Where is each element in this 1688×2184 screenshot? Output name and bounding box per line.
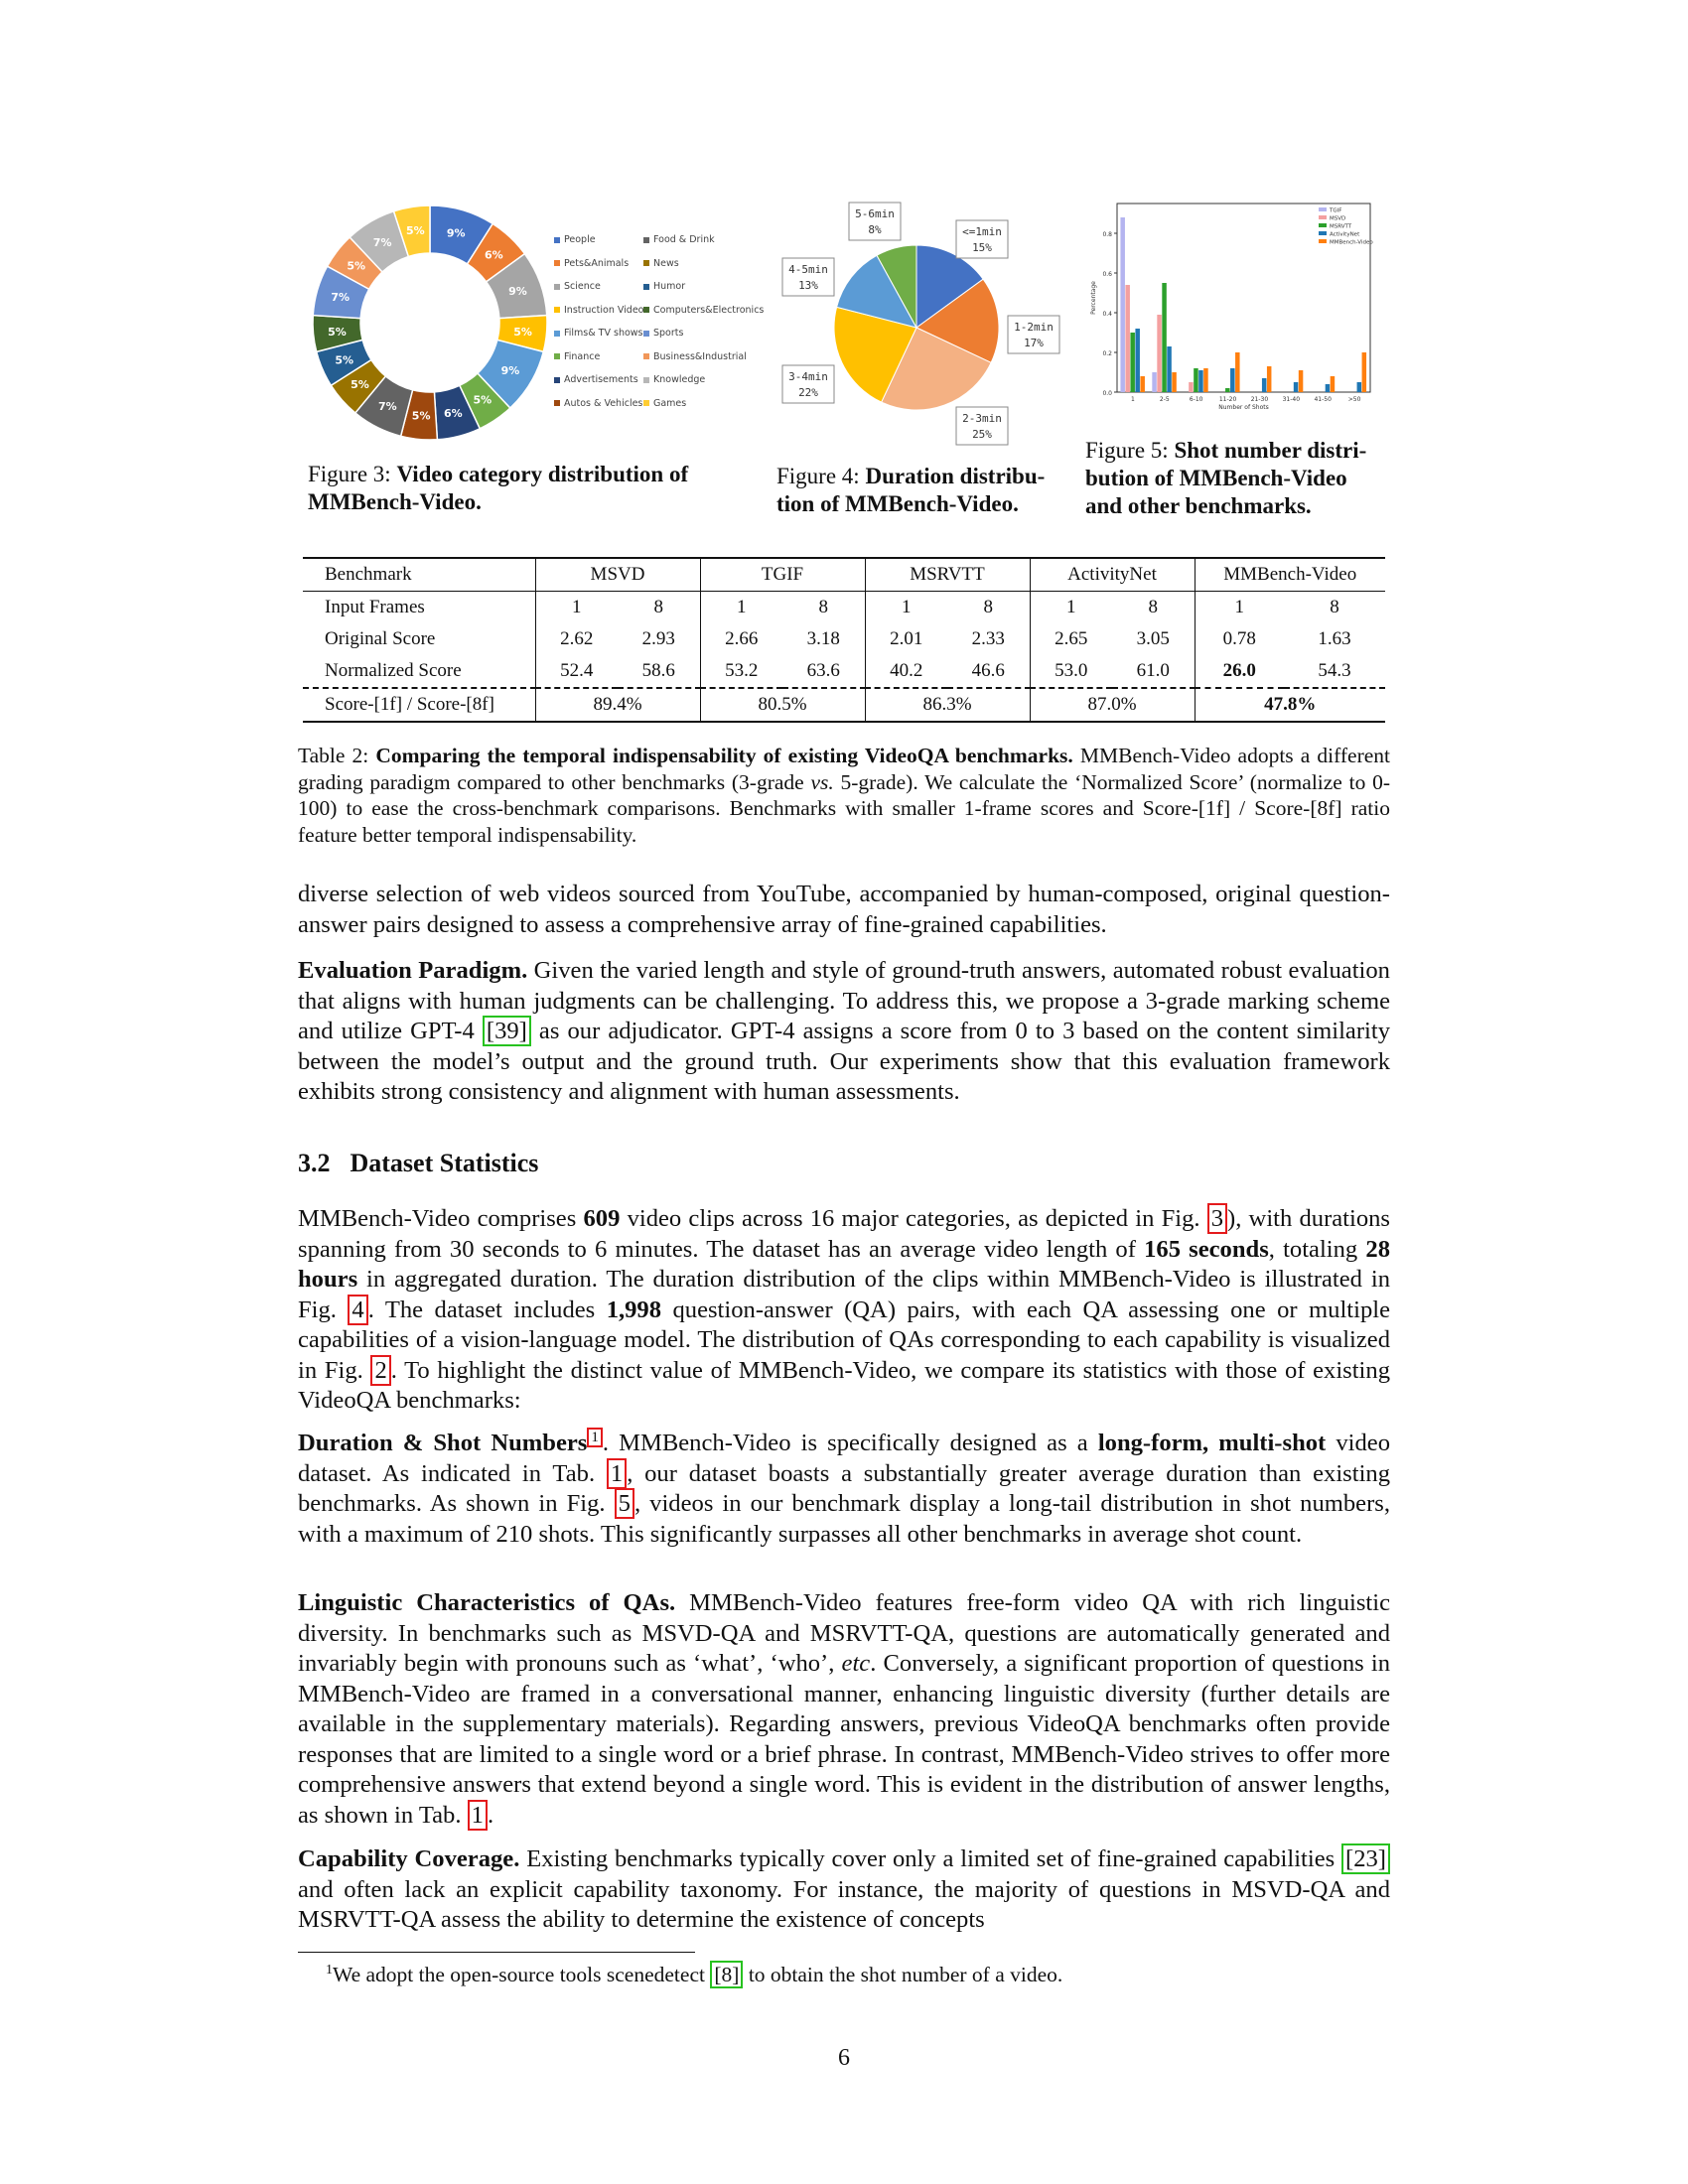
legend-swatch	[554, 237, 560, 243]
qa-count: 1,998	[606, 1296, 662, 1323]
legend-label: Sports	[653, 328, 684, 339]
linguistic-text-2: . Conversely, a significant proportion of questions in MMBench-Video are framed in a conversational manner, enhancing linguistic diversity (further details are available in the supplementary materials). Regarding answers, previous VideoQA benchmarks often provide responses that are limited to a single word or a brief phrase. In contrast, MMBench-Video strives to offer more comprehensive answers that extend beyond a single word. This is evident in the distribution of answer lengths, as shown in Tab.	[298, 1650, 1390, 1829]
table-2-caption-text-2: 5-grade). We calculate the ‘Normalized Score’ (normalize to 0-100) to ease the cross-benchmark comparisons. Benchmarks with smaller 1-frame scores and Score-[1f] / Score-[8f] ratio feature better temporal indispensability.	[298, 769, 1390, 847]
legend-swatch	[643, 377, 649, 383]
y-tick-label: 0.4	[1102, 311, 1112, 318]
table-row	[303, 655, 1385, 688]
figure-4-label: Figure 4:	[776, 464, 860, 488]
table-cell: 0.78	[1222, 628, 1256, 649]
legend-swatch	[643, 331, 649, 337]
y-tick-label: 0.6	[1102, 271, 1112, 278]
x-tick-label: 1	[1131, 396, 1135, 403]
donut-segment-label: 9%	[508, 285, 527, 299]
legend-swatch	[1319, 239, 1327, 243]
table-cell: 1	[1234, 597, 1244, 617]
intro-paragraph	[298, 880, 1390, 940]
legend-item	[554, 374, 638, 385]
pie-slice-percent: 25%	[972, 428, 992, 441]
legend-label: Business&Industrial	[653, 350, 747, 362]
donut-segment-label: 7%	[377, 399, 397, 413]
bar	[1157, 315, 1162, 392]
bar	[1262, 378, 1267, 392]
legend-label: Autos & Vehicles	[564, 397, 643, 409]
legend-swatch	[554, 307, 560, 313]
donut-segment-label: 5%	[347, 259, 366, 273]
legend-item	[643, 281, 685, 292]
figure-5-title-1: Shot number distri-	[1174, 438, 1367, 463]
duration-text-2: video dataset. As indicated in Tab.	[298, 1430, 1390, 1487]
category-legend	[554, 234, 773, 413]
footnote-text-1: We adopt the open-source tools scenedetect	[333, 1963, 711, 1987]
legend-label: MMBench-Video	[1330, 239, 1373, 246]
table-cell: 52.4	[560, 660, 594, 681]
clip-count: 609	[583, 1205, 621, 1232]
donut-segment-label: 5%	[473, 393, 492, 407]
table-cell: 53.0	[1055, 660, 1088, 681]
legend-swatch	[554, 377, 560, 383]
total-duration: 28 hours	[298, 1235, 1390, 1293]
donut-segment-label: 9%	[446, 226, 466, 240]
figure-4-caption	[776, 463, 1074, 518]
x-tick-label: 11-20	[1218, 396, 1237, 403]
table-header-row	[303, 558, 1385, 592]
pie-slice-name: 2-3min	[962, 412, 1002, 425]
table-cell: 2.66	[725, 628, 759, 649]
bar	[1152, 372, 1157, 392]
legend-item	[643, 305, 764, 316]
donut-segment-label: 5%	[328, 325, 347, 339]
bar	[1299, 370, 1304, 392]
ratio-tgif: 80.5%	[700, 688, 865, 722]
ratio-activitynet: 87.0%	[1030, 688, 1195, 722]
figure-3	[306, 199, 773, 447]
legend-item	[643, 258, 679, 269]
legend-item	[643, 398, 686, 409]
figure-3-label: Figure 3:	[308, 462, 391, 486]
donut-segment-label: 7%	[372, 236, 392, 250]
category-donut-chart	[306, 199, 554, 447]
legend-label: Knowledge	[653, 374, 706, 385]
legend-item	[554, 258, 629, 269]
bar	[1326, 384, 1331, 392]
linguistic-etc: etc	[841, 1650, 871, 1677]
x-tick-label: 2-5	[1159, 396, 1170, 403]
legend-label: News	[653, 257, 679, 269]
table-cell: 61.0	[1112, 655, 1195, 688]
bar	[1172, 372, 1177, 392]
donut-segment-label: 6%	[444, 407, 463, 421]
footnote-number: 1	[326, 1963, 333, 1978]
pie-slice-name: <=1min	[962, 225, 1002, 238]
table-2-caption-vs: vs.	[810, 769, 834, 794]
legend-label: Instruction Video	[564, 304, 644, 316]
header-benchmark: Benchmark	[303, 558, 535, 592]
legend-swatch	[643, 353, 649, 359]
pie-slice-percent: 15%	[972, 241, 992, 254]
ratio-label: Score-[1f] / Score-[8f]	[303, 688, 535, 722]
linguistic-paragraph	[298, 1588, 1390, 1831]
table-cell: 1.63	[1318, 628, 1351, 649]
table-cell: 3.05	[1112, 623, 1195, 655]
bar	[1140, 376, 1145, 392]
table-cell: 8	[947, 592, 1030, 624]
table-cell: 2.93	[618, 623, 700, 655]
legend-swatch	[554, 260, 560, 266]
table-cell: 58.6	[618, 655, 700, 688]
row-label: Normalized Score	[303, 655, 535, 688]
x-tick-label: >50	[1347, 396, 1361, 403]
table-cell: 1	[1066, 597, 1076, 617]
capability-heading: Capability Coverage.	[298, 1845, 520, 1872]
y-tick-label: 0.0	[1102, 390, 1112, 397]
legend-label: TGIF	[1330, 207, 1342, 214]
comparison-table	[303, 557, 1385, 723]
figure-4-title-2: tion of MMBench-Video.	[776, 491, 1019, 516]
citation-8-link[interactable]: [8]	[710, 1961, 743, 1988]
duration-pie-chart	[774, 199, 1072, 457]
capability-text-1: Existing benchmarks typically cover only a limited set of fine-grained capabilities	[519, 1845, 1342, 1872]
shot-number-bar-chart	[1087, 199, 1385, 411]
table-cell: 8	[782, 592, 865, 624]
header-tgif: TGIF	[700, 558, 865, 592]
pie-slice-percent: 8%	[868, 223, 882, 236]
eval-text-2: as our adjudicator. GPT-4 assigns a score from 0 to 3 based on the content similarity between the model’s output and the ground truth. Our experiments show that this evaluation framework exhibits strong consistency and alignment with human assessments.	[298, 1018, 1391, 1105]
capability-text-2: and often lack an explicit capability taxonomy. For instance, the majority of questions in MSVD-QA and MSRVTT-QA assess the ability to determine the existence of concepts	[298, 1875, 1390, 1933]
figure-3-title: Video category distribution of MMBench-Video.	[308, 462, 689, 514]
page-number: 6	[838, 2045, 850, 2071]
legend-swatch	[1319, 207, 1327, 211]
stats-text-3: ), with durations spanning from 30 seconds to 6 minutes. The dataset has an average video length of	[298, 1205, 1391, 1263]
figure-5-link[interactable]: 5	[615, 1488, 634, 1519]
legend-label: Humor	[653, 281, 686, 292]
bar	[1267, 366, 1272, 392]
bar	[1294, 382, 1299, 392]
y-tick-label: 0.2	[1102, 350, 1112, 357]
x-tick-label: 6-10	[1189, 396, 1203, 403]
bar	[1120, 217, 1125, 392]
legend-swatch	[643, 307, 649, 313]
ratio-mmbench-video: 47.8%	[1264, 694, 1317, 715]
section-title: Dataset Statistics	[350, 1149, 539, 1177]
table-cell: 63.6	[782, 655, 865, 688]
legend-label: People	[564, 234, 596, 245]
figure-3-caption	[308, 461, 765, 516]
table-cell: 3.18	[782, 623, 865, 655]
donut-segment-label: 6%	[485, 248, 503, 262]
ratio-msrvtt: 86.3%	[865, 688, 1030, 722]
legend-swatch	[643, 400, 649, 406]
ratio-msvd: 89.4%	[535, 688, 700, 722]
pie-slice-name: 5-6min	[855, 207, 895, 220]
citation-39-link[interactable]: [39]	[483, 1016, 531, 1046]
table-cell: 2.65	[1055, 628, 1088, 649]
duration-text-1: . MMBench-Video is specifically designed as a	[602, 1430, 1098, 1457]
legend-item	[554, 305, 643, 316]
stats-text-7: question-answer (QA) pairs, with each QA assessing one or multiple capabilities of a vision-language model. The distribution of QAs corresponding to each capability is visualized in Fig.	[298, 1296, 1390, 1384]
linguistic-text-1: MMBench-Video features free-form video QA with rich linguistic diversity. In benchmarks such as MSVD-QA and MSRVTT-QA, questions are automatically generated and invariably begin with pronouns such as ‘what’, ‘who’,	[298, 1589, 1390, 1677]
table-cell: 2.62	[560, 628, 594, 649]
bar	[1167, 346, 1172, 392]
bar	[1203, 368, 1208, 392]
donut-segment-label: 5%	[335, 353, 354, 367]
figure-5-title-2: bution of MMBench-Video	[1085, 466, 1347, 490]
bar	[1189, 382, 1194, 392]
table-2-caption	[298, 743, 1390, 848]
legend-label: Films& TV shows	[564, 328, 643, 339]
legend-label: ActivityNet	[1330, 231, 1360, 238]
legend-swatch	[643, 237, 649, 243]
ratio-row	[303, 688, 1385, 722]
x-tick-label: 41-50	[1314, 396, 1332, 403]
legend-swatch	[554, 400, 560, 406]
table-cell: 46.6	[947, 655, 1030, 688]
evaluation-paradigm-paragraph	[298, 956, 1390, 1108]
legend-swatch	[1319, 223, 1327, 227]
figure-4-title-1: Duration distribu-	[865, 464, 1046, 488]
table-cell: 2.01	[890, 628, 923, 649]
bar	[1125, 285, 1130, 392]
legend-swatch	[643, 260, 649, 266]
eval-text-1: Given the varied length and style of ground-truth answers, automated robust evaluation that aligns with human judgments can be challenging. To address this, we propose a 3-grade marking scheme and utilize GPT-4	[298, 957, 1390, 1044]
citation-23-link[interactable]: [23]	[1341, 1843, 1390, 1874]
stats-text-5: in aggregated duration. The duration distribution of the clips within MMBench-Video is illustrated in Fig.	[298, 1266, 1390, 1323]
legend-label: MSVD	[1330, 215, 1346, 222]
legend-label: Computers&Electronics	[653, 304, 765, 316]
average-length: 165 seconds	[1144, 1235, 1269, 1263]
legend-label: Finance	[564, 350, 601, 362]
figure-3-link[interactable]: 3	[1207, 1203, 1227, 1234]
header-activitynet: ActivityNet	[1030, 558, 1195, 592]
duration-text-3: , our dataset boasts a substantially greater average duration than existing benchmarks. As shown in Fig.	[298, 1459, 1390, 1518]
legend-label: Food & Drink	[653, 234, 715, 245]
bar	[1235, 352, 1240, 392]
table-cell: 8	[1112, 592, 1195, 624]
legend-item	[554, 398, 642, 409]
stats-text-2: video clips across 16 major categories, as depicted in Fig.	[620, 1205, 1207, 1232]
x-axis-label: Number of Shots	[1218, 404, 1269, 411]
table-cell: 2.33	[947, 623, 1030, 655]
row-label: Input Frames	[303, 592, 535, 624]
table-cell: 26.0	[1222, 660, 1256, 681]
pie-slice-name: 1-2min	[1014, 321, 1054, 334]
table-cell: 1	[737, 597, 747, 617]
table-2-label: Table 2:	[298, 744, 369, 767]
legend-swatch	[554, 353, 560, 359]
legend-label: MSRVTT	[1330, 223, 1352, 230]
footnote-1-link[interactable]: 1	[587, 1428, 603, 1447]
long-form-multi-shot: long-form, multi-shot	[1097, 1430, 1327, 1457]
table-1-link-2[interactable]: 1	[468, 1800, 488, 1831]
table-row	[303, 592, 1385, 624]
legend-swatch	[1319, 231, 1327, 235]
table-1-link[interactable]: 1	[607, 1458, 627, 1489]
table-cell: 54.3	[1318, 660, 1351, 681]
duration-shot-paragraph	[298, 1423, 1390, 1550]
dataset-statistics-paragraph	[298, 1204, 1390, 1417]
x-tick-label: 21-30	[1250, 396, 1269, 403]
legend-item	[554, 351, 600, 362]
figure-4	[774, 199, 1072, 457]
y-axis-label: Percentage	[1090, 281, 1097, 315]
footnote-text-2: to obtain the shot number of a video.	[743, 1963, 1063, 1987]
bar	[1331, 376, 1336, 392]
figure-5-caption	[1085, 437, 1403, 520]
legend-item	[643, 234, 715, 245]
stats-text-8: . To highlight the distinct value of MMBench-Video, we compare its statistics with those of existing VideoQA benchmarks:	[298, 1356, 1390, 1414]
bar	[1194, 368, 1198, 392]
bar	[1198, 370, 1203, 392]
figure-5-label: Figure 5:	[1085, 438, 1169, 463]
pie-slice-name: 3-4min	[788, 370, 828, 383]
legend-swatch	[554, 284, 560, 290]
pie-slice-name: 4-5min	[788, 263, 828, 276]
pie-slice-percent: 22%	[798, 386, 818, 399]
y-tick-label: 0.8	[1102, 231, 1112, 238]
table-2	[303, 557, 1385, 723]
bar	[1162, 283, 1167, 392]
legend-item	[643, 351, 747, 362]
table-cell: 40.2	[890, 660, 923, 681]
figure-5-title-3: and other benchmarks.	[1085, 493, 1312, 518]
legend-swatch	[643, 284, 649, 290]
donut-segment-label: 5%	[513, 325, 532, 339]
x-tick-label: 31-40	[1282, 396, 1301, 403]
footnote-rule	[298, 1952, 695, 1953]
stats-text-4: , totaling	[1268, 1235, 1366, 1263]
bar	[1362, 352, 1367, 392]
bar	[1130, 333, 1135, 392]
donut-segment-label: 5%	[351, 378, 369, 392]
section-3-2-heading	[298, 1149, 538, 1178]
duration-shot-heading: Duration & Shot Numbers	[298, 1430, 588, 1457]
legend-label: Advertisements	[564, 374, 638, 385]
donut-segment-label: 5%	[405, 224, 425, 238]
row-label: Original Score	[303, 623, 535, 655]
section-number: 3.2	[298, 1149, 331, 1177]
legend-item	[643, 374, 705, 385]
table-cell: 8	[618, 592, 700, 624]
stats-text-1: MMBench-Video comprises	[298, 1205, 584, 1232]
bar	[1357, 382, 1362, 392]
table-2-caption-text-1: MMBench-Video adopts a different grading paradigm compared to other benchmarks (3-grade	[298, 744, 1391, 794]
legend-swatch	[554, 331, 560, 337]
legend-item	[554, 281, 601, 292]
table-cell: 53.2	[725, 660, 759, 681]
table-cell: 1	[902, 597, 912, 617]
legend-label: Science	[564, 281, 601, 292]
legend-item	[554, 234, 596, 245]
table-row	[303, 623, 1385, 655]
donut-segment-label: 9%	[500, 363, 520, 377]
legend-swatch	[1319, 215, 1327, 219]
legend-item	[643, 328, 683, 339]
duration-text-4: , videos in our benchmark display a long-tail distribution in shot numbers, with a maximum of 210 shots. This significantly surpasses all other benchmarks in average shot count.	[298, 1490, 1390, 1548]
linguistic-text-3: .	[487, 1801, 494, 1829]
intro-text: diverse selection of web videos sourced from YouTube, accompanied by human-composed, original question-answer pairs designed to assess a comprehensive array of fine-grained capabilities.	[298, 881, 1390, 938]
linguistic-heading: Linguistic Characteristics of QAs.	[298, 1589, 676, 1616]
header-msrvtt: MSRVTT	[865, 558, 1030, 592]
legend-label: Pets&Animals	[564, 257, 630, 269]
header-msvd: MSVD	[535, 558, 700, 592]
table-cell: 8	[1330, 597, 1339, 617]
figure-5	[1087, 199, 1385, 411]
legend-label: Games	[653, 397, 687, 409]
stats-text-6: . The dataset includes	[367, 1296, 607, 1323]
bar	[1135, 329, 1140, 392]
header-mmbench-video: MMBench-Video	[1223, 564, 1357, 585]
donut-segment-label: 7%	[331, 290, 351, 304]
bar	[1225, 388, 1230, 392]
figure-2-link[interactable]: 2	[370, 1355, 390, 1386]
table-cell: 1	[572, 597, 582, 617]
pie-slice-percent: 17%	[1024, 337, 1044, 349]
evaluation-paradigm-heading: Evaluation Paradigm.	[298, 957, 528, 984]
legend-item	[554, 328, 643, 339]
capability-coverage-paragraph	[298, 1844, 1390, 1936]
footnote	[326, 1958, 1062, 1987]
pie-slice-percent: 13%	[798, 279, 818, 292]
donut-segment-label: 5%	[411, 409, 431, 423]
table-2-title: Comparing the temporal indispensability of existing VideoQA benchmarks.	[375, 744, 1073, 767]
bar	[1230, 368, 1235, 392]
figure-4-link[interactable]: 4	[348, 1295, 367, 1325]
